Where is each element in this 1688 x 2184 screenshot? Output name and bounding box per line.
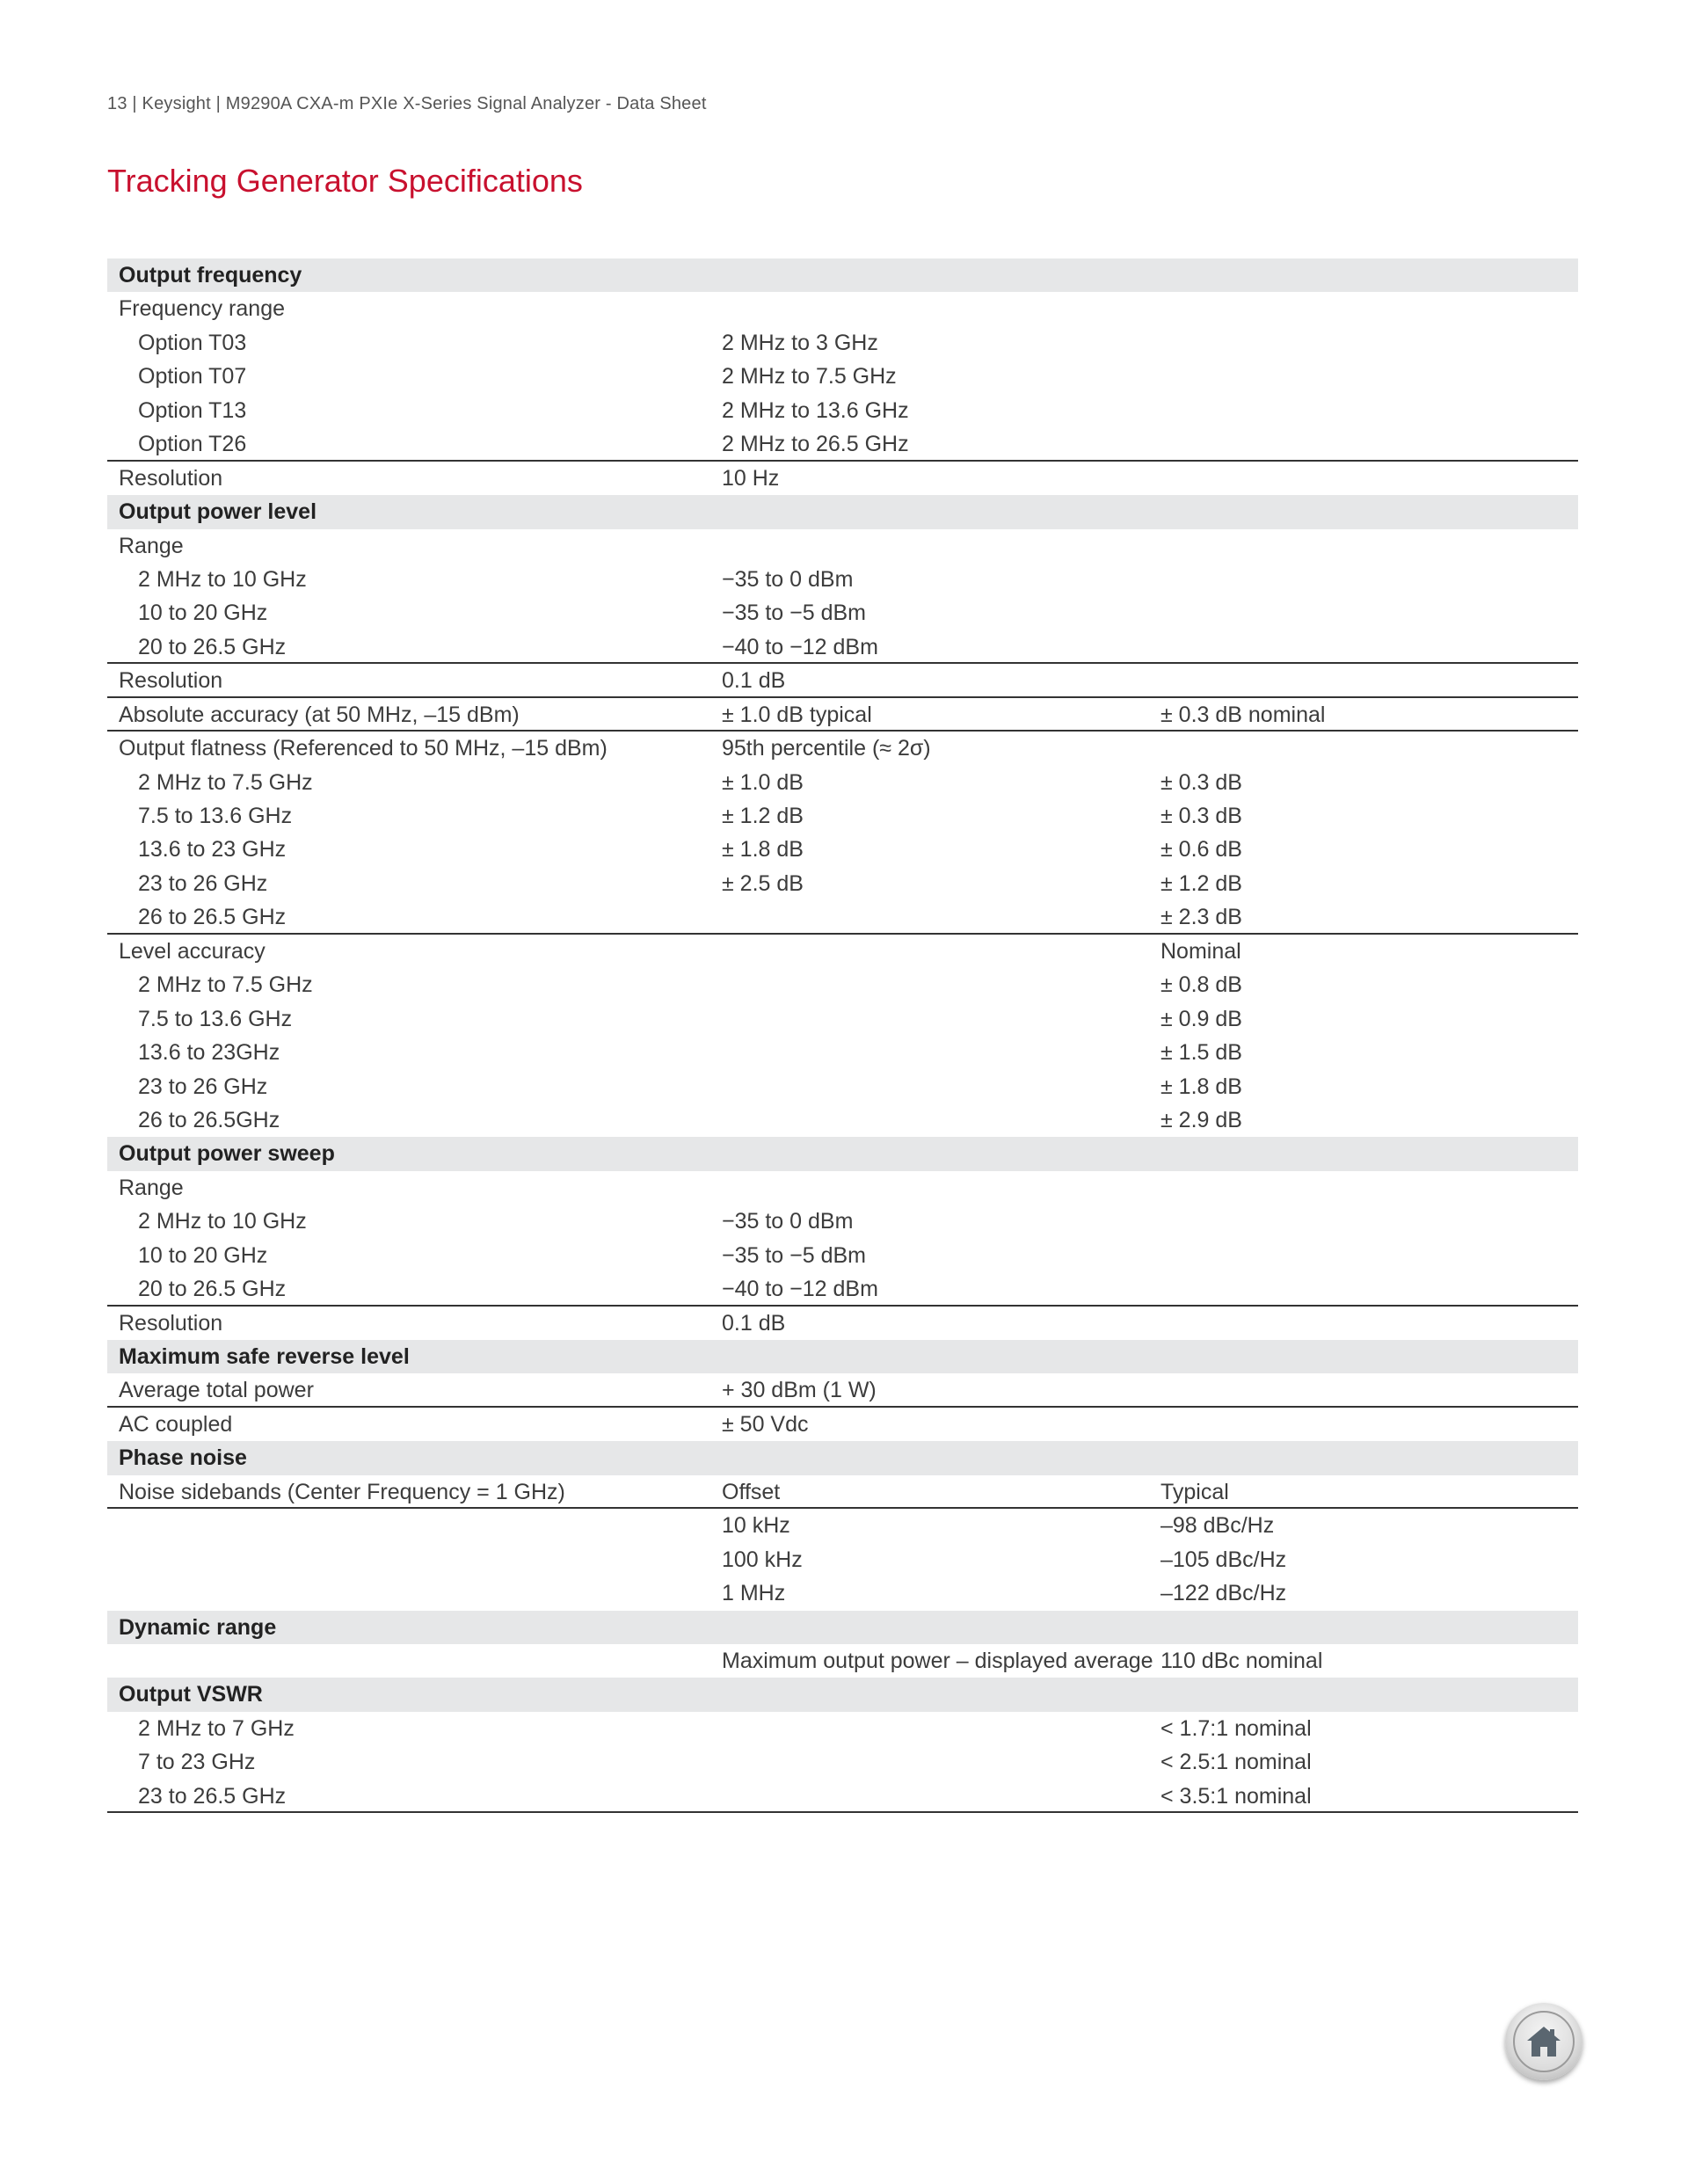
page-title: Tracking Generator Specifications (107, 163, 583, 199)
nominal-cell: ± 0.3 dB (1160, 769, 1242, 795)
param-cell: Noise sidebands (Center Frequency = 1 GHz) (119, 1479, 565, 1504)
table-row (107, 968, 1578, 1001)
table-row (107, 1002, 1578, 1036)
nominal-cell: < 2.5:1 nominal (1160, 1750, 1312, 1775)
value-cell: −40 to −12 dBm (722, 1277, 878, 1302)
value-cell: −35 to 0 dBm (722, 1209, 854, 1234)
param-cell: 10 to 20 GHz (138, 601, 268, 626)
table-row (107, 1070, 1578, 1103)
value-cell: −40 to −12 dBm (722, 634, 878, 659)
section-header-row (107, 1137, 1578, 1170)
param-cell: Absolute accuracy (at 50 MHz, –15 dBm) (119, 702, 520, 727)
nominal-cell: ± 0.3 dB (1160, 804, 1242, 828)
nominal-cell: ± 0.6 dB (1160, 837, 1242, 863)
value-cell: ± 1.0 dB (722, 769, 804, 795)
param-cell: 2 MHz to 7.5 GHz (138, 972, 313, 998)
nominal-cell: ± 1.5 dB (1160, 1040, 1242, 1066)
param-cell: AC coupled (119, 1411, 233, 1437)
section-header-row (107, 1611, 1578, 1644)
value-cell: −35 to −5 dBm (722, 601, 867, 626)
param-cell: Option T03 (138, 330, 247, 355)
param-cell: 23 to 26 GHz (138, 870, 268, 896)
home-button[interactable] (1505, 2003, 1582, 2080)
param-cell: 7.5 to 13.6 GHz (138, 1006, 293, 1031)
value-cell: Offset (722, 1479, 781, 1504)
nominal-cell: Nominal (1160, 938, 1241, 964)
param-cell: Option T07 (138, 364, 247, 389)
param-cell: 13.6 to 23 GHz (138, 837, 287, 863)
value-cell: ± 2.5 dB (722, 870, 804, 896)
table-row (107, 664, 1578, 697)
param-cell: Resolution (119, 1310, 223, 1336)
value-cell: 100 kHz (722, 1547, 803, 1572)
value-cell: ± 50 Vdc (722, 1411, 809, 1437)
nominal-cell: ± 0.9 dB (1160, 1006, 1242, 1031)
spec-table (107, 258, 1578, 1813)
param-cell: 20 to 26.5 GHz (138, 634, 287, 659)
nominal-cell: 110 dBc nominal (1160, 1648, 1323, 1673)
param-cell: 2 MHz to 10 GHz (138, 1209, 307, 1234)
nominal-cell: –98 dBc/Hz (1160, 1513, 1275, 1539)
table-row (107, 1171, 1578, 1205)
nominal-cell: –105 dBc/Hz (1160, 1547, 1287, 1572)
table-row (107, 1408, 1578, 1441)
nominal-cell: ± 2.3 dB (1160, 905, 1242, 930)
nominal-cell: < 3.5:1 nominal (1160, 1783, 1312, 1809)
table-row (107, 1103, 1578, 1137)
param-cell: Range (119, 533, 184, 558)
param-cell: Option T13 (138, 397, 247, 423)
nominal-cell: ± 2.9 dB (1160, 1107, 1242, 1132)
table-row (107, 326, 1578, 360)
table-row (107, 1509, 1578, 1542)
param-cell: 2 MHz to 10 GHz (138, 566, 307, 592)
param-cell: 26 to 26.5GHz (138, 1107, 280, 1132)
nominal-cell: Typical (1160, 1479, 1229, 1504)
value-cell: 2 MHz to 13.6 GHz (722, 397, 909, 423)
param-cell: 20 to 26.5 GHz (138, 1277, 287, 1302)
param-cell: Phase noise (119, 1445, 247, 1471)
table-row (107, 732, 1578, 765)
value-cell: 0.1 dB (722, 668, 786, 694)
value-cell: ± 1.8 dB (722, 837, 804, 863)
table-row (107, 935, 1578, 968)
section-header-row (107, 1678, 1578, 1711)
param-cell: Average total power (119, 1378, 314, 1403)
param-cell: 26 to 26.5 GHz (138, 905, 287, 930)
param-cell: Output power sweep (119, 1141, 335, 1167)
param-cell: 7 to 23 GHz (138, 1750, 256, 1775)
table-row (107, 1373, 1578, 1407)
value-cell: 2 MHz to 7.5 GHz (722, 364, 897, 389)
table-row (107, 1036, 1578, 1069)
running-head: 13 | Keysight | M9290A CXA-m PXIe X-Series Signal Analyzer - Data Sheet (107, 94, 707, 113)
section-header-row (107, 258, 1578, 292)
table-row (107, 1780, 1578, 1813)
value-cell: −35 to 0 dBm (722, 566, 854, 592)
param-cell: Resolution (119, 668, 223, 694)
home-button-face[interactable] (1513, 2011, 1575, 2072)
value-cell: + 30 dBm (1 W) (722, 1378, 877, 1403)
table-row (107, 766, 1578, 799)
section-header-row (107, 1340, 1578, 1373)
value-cell: ± 1.0 dB typical (722, 702, 872, 727)
table-row (107, 596, 1578, 630)
section-header-row (107, 1441, 1578, 1474)
table-row (107, 360, 1578, 393)
value-cell: −35 to −5 dBm (722, 1242, 867, 1268)
param-cell: 23 to 26 GHz (138, 1074, 268, 1099)
value-cell: 2 MHz to 26.5 GHz (722, 432, 909, 457)
param-cell: Maximum safe reverse level (119, 1344, 410, 1369)
value-cell: 10 Hz (722, 465, 780, 491)
nominal-cell: –122 dBc/Hz (1160, 1581, 1287, 1606)
table-row (107, 427, 1578, 461)
nominal-cell: ± 0.8 dB (1160, 972, 1242, 998)
table-row (107, 833, 1578, 866)
value-cell: ± 1.2 dB (722, 804, 804, 828)
table-row (107, 630, 1578, 664)
param-cell: Output flatness (Referenced to 50 MHz, –15 dBm) (119, 736, 608, 761)
table-row (107, 867, 1578, 900)
table-row (107, 394, 1578, 427)
table-row (107, 799, 1578, 833)
value-cell: 0.1 dB (722, 1310, 786, 1336)
param-cell: Output frequency (119, 263, 302, 288)
table-row (107, 1205, 1578, 1238)
value-cell: Maximum output power – displayed average (722, 1648, 1153, 1673)
nominal-cell: ± 1.8 dB (1160, 1074, 1242, 1099)
table-row (107, 1239, 1578, 1272)
param-cell: 10 to 20 GHz (138, 1242, 268, 1268)
param-cell: Level accuracy (119, 938, 266, 964)
param-cell: Output VSWR (119, 1682, 263, 1707)
table-row (107, 1745, 1578, 1779)
table-row (107, 1272, 1578, 1306)
value-cell: 10 kHz (722, 1513, 790, 1539)
param-cell: Resolution (119, 465, 223, 491)
nominal-cell: ± 1.2 dB (1160, 870, 1242, 896)
table-row (107, 900, 1578, 934)
param-cell: 2 MHz to 7.5 GHz (138, 769, 313, 795)
section-header-row (107, 495, 1578, 528)
table-row (107, 1307, 1578, 1340)
table-row (107, 529, 1578, 563)
table-row (107, 698, 1578, 732)
table-row (107, 1576, 1578, 1610)
table-row (107, 292, 1578, 325)
param-cell: 13.6 to 23GHz (138, 1040, 280, 1066)
param-cell: Range (119, 1175, 184, 1200)
param-cell: 23 to 26.5 GHz (138, 1783, 287, 1809)
value-cell: 1 MHz (722, 1581, 786, 1606)
param-cell: 7.5 to 13.6 GHz (138, 804, 293, 828)
table-row (107, 1475, 1578, 1509)
param-cell: Dynamic range (119, 1614, 277, 1640)
value-cell: 95th percentile (≈ 2σ) (722, 736, 931, 761)
param-cell: 2 MHz to 7 GHz (138, 1715, 295, 1741)
table-row (107, 1712, 1578, 1745)
nominal-cell: ± 0.3 dB nominal (1160, 702, 1326, 727)
nominal-cell: < 1.7:1 nominal (1160, 1715, 1312, 1741)
param-cell: Option T26 (138, 432, 247, 457)
table-row (107, 1644, 1578, 1678)
table-row (107, 1543, 1578, 1576)
value-cell: 2 MHz to 3 GHz (722, 330, 878, 355)
home-icon (1524, 2024, 1563, 2059)
table-row (107, 462, 1578, 495)
param-cell: Frequency range (119, 296, 286, 322)
param-cell: Output power level (119, 499, 317, 525)
table-row (107, 563, 1578, 596)
